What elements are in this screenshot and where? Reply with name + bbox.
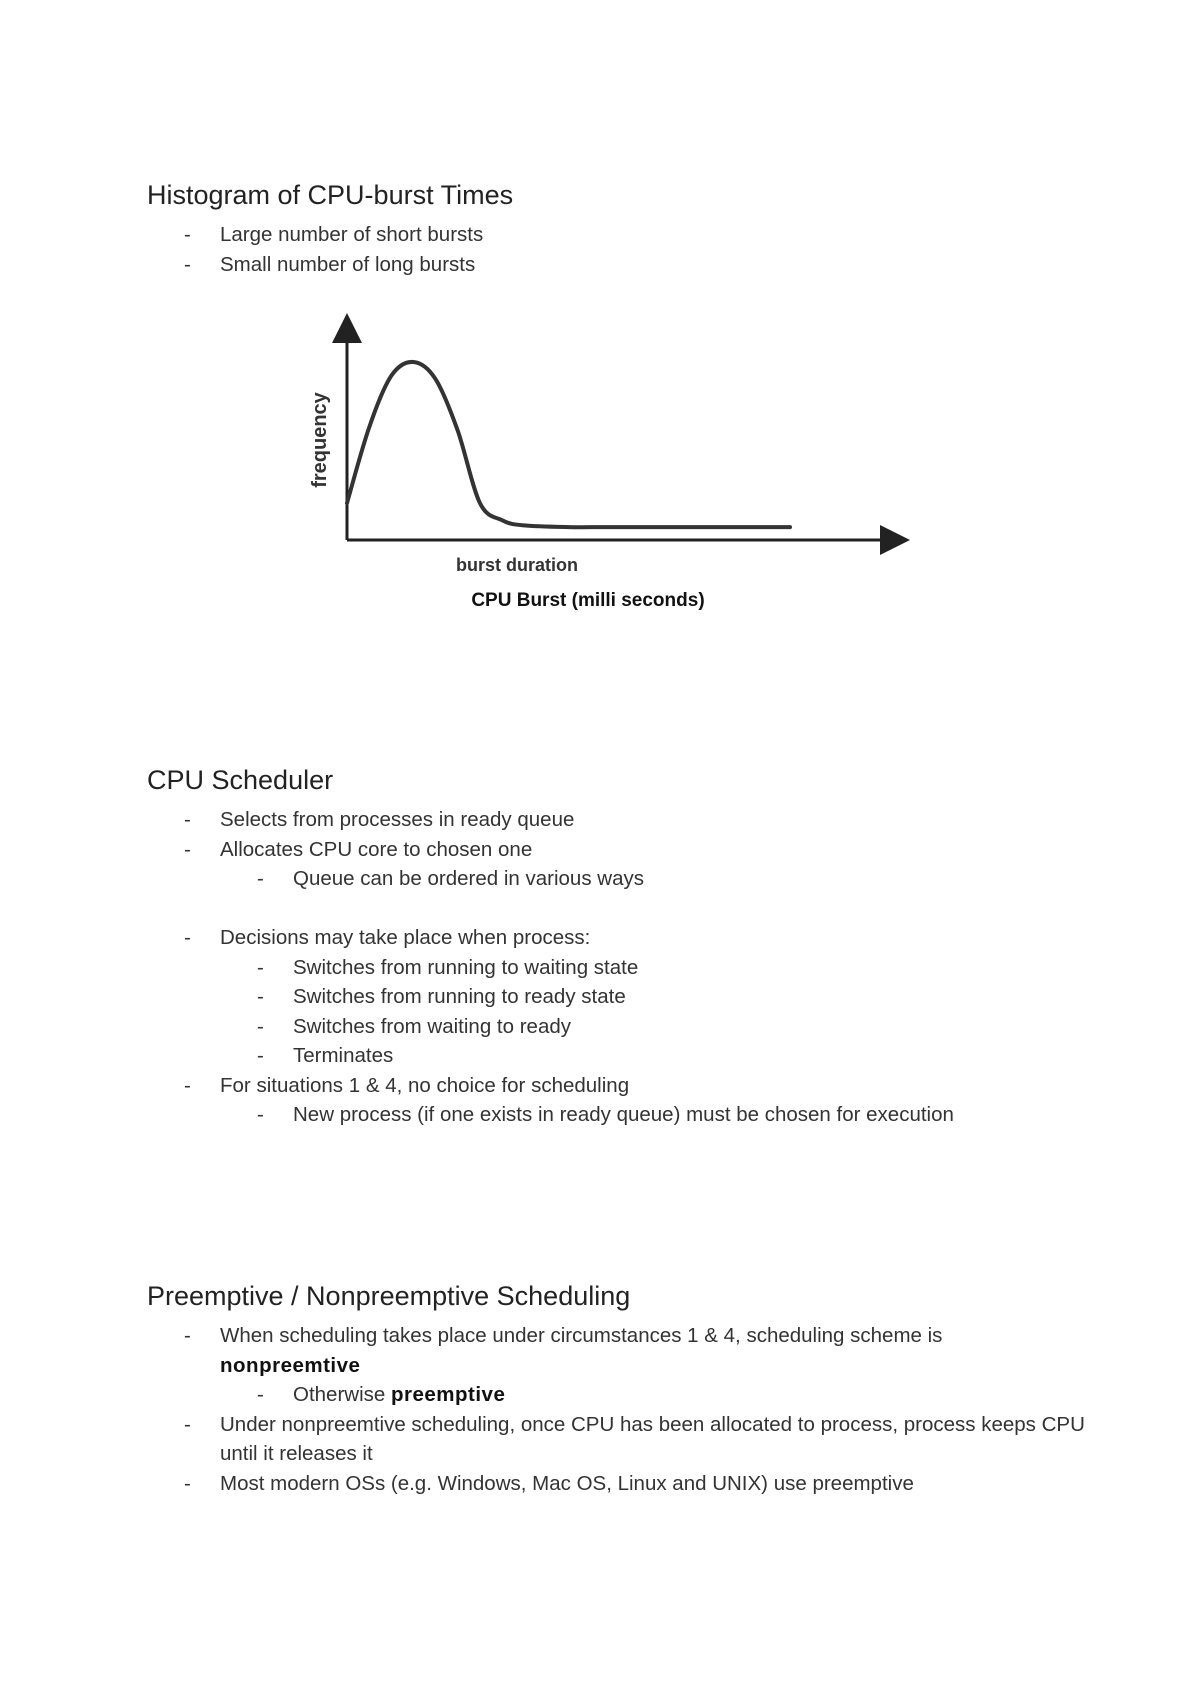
section-cpu-scheduler	[147, 763, 1087, 1130]
list-item: - Queue can be ordered in various ways	[257, 867, 644, 890]
bullet-list	[147, 1321, 1087, 1498]
list-item: - Small number of long bursts	[184, 252, 476, 276]
bold-term: nonpreemtive	[220, 1353, 361, 1377]
section-preemptive	[147, 1279, 1087, 1498]
list-item: - New process (if one exists in ready queue) must be chosen for execution	[257, 1103, 954, 1126]
list-item: - Switches from running to ready state	[257, 985, 626, 1008]
bullet-list	[147, 805, 1087, 1130]
chart-caption: CPU Burst (milli seconds)	[471, 590, 705, 611]
x-axis-label: burst duration	[456, 555, 578, 575]
list-item: - Most modern OSs (e.g. Windows, Mac OS, Linux and UNIX) use preemptive	[184, 1471, 914, 1495]
sub-list	[220, 1380, 1087, 1410]
list-item: - Large number of short bursts	[184, 223, 484, 246]
list-item: - For situations 1 & 4, no choice for scheduling - New process (if one exists in ready queue) must be chosen for execution	[147, 1071, 1087, 1130]
section-title: Preemptive / Nonpreemptive Scheduling	[147, 1281, 631, 1311]
list-item: - Under nonpreemtive scheduling, once CPU has been allocated to process, process keeps CPU until it releases it	[184, 1412, 1085, 1465]
sub-list	[220, 953, 1087, 1071]
frequency-curve	[347, 362, 790, 527]
list-item: - Switches from running to waiting state	[257, 955, 639, 979]
bullet-list	[147, 220, 1087, 279]
section-title: Histogram of CPU-burst Times	[147, 180, 514, 210]
list-item: - Terminates	[257, 1044, 394, 1067]
section-title: CPU Scheduler	[147, 765, 334, 795]
bold-term: preemptive	[390, 1383, 506, 1406]
list-item: - When scheduling takes place under circumstances 1 & 4, scheduling scheme is nonpreemtive - Otherwise preemptive	[147, 1321, 1087, 1410]
list-item: - Decisions may take place when process: - Switches from running to waiting state - Switches from running to ready state - Switches from waiting to ready - Terminates	[147, 923, 1087, 1071]
list-item: - Selects from processes in ready queue	[184, 808, 575, 831]
list-item: - Otherwise preemptive	[257, 1383, 506, 1406]
list-item: - Switches from waiting to ready	[257, 1014, 572, 1038]
sub-list	[220, 1100, 1087, 1130]
y-axis-label: frequency	[309, 392, 331, 488]
sub-list	[220, 864, 1087, 894]
section-histogram	[147, 178, 1087, 279]
burst-histogram-chart	[290, 310, 930, 630]
list-item: - Allocates CPU core to chosen one - Queue can be ordered in various ways	[147, 835, 1087, 924]
chart-svg	[290, 310, 930, 630]
